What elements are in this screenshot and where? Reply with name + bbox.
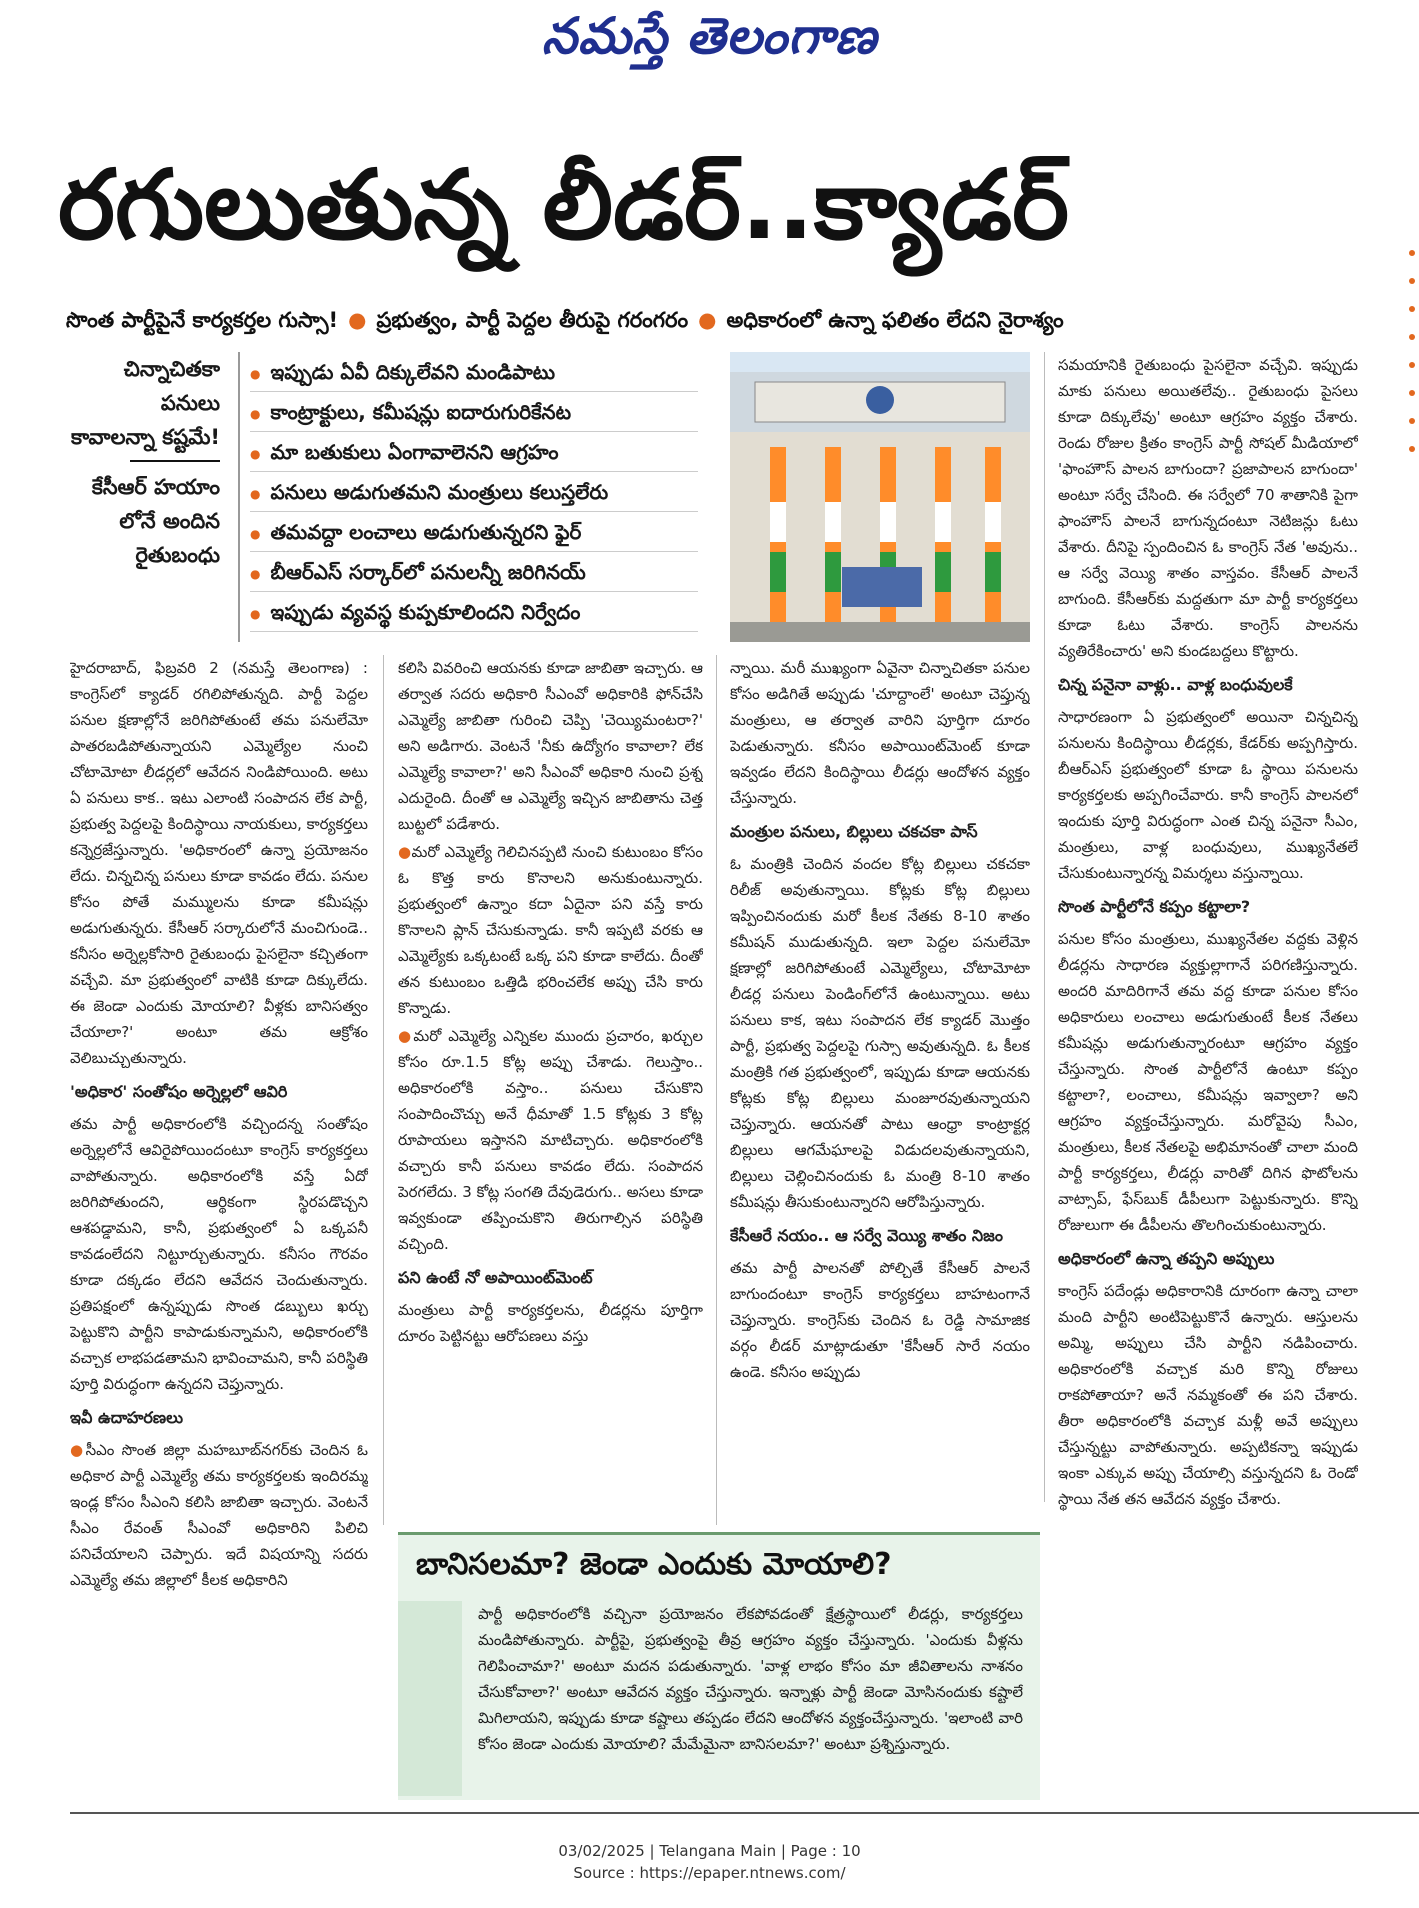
highlight-item: ● కాంట్రాక్టులు, కమీషన్లు ఐదారుగురికేనట (250, 392, 698, 432)
headline: రగులుతున్న లీడర్..క్యాడర్ (58, 149, 1070, 261)
footer-date-line: 03/02/2025 | Telangana Main | Page : 10 (558, 1842, 861, 1860)
bullet-dot-icon: ● (698, 308, 717, 332)
adjacent-page-edge (1404, 240, 1419, 1800)
highlight-item: ● మా బతుకులు ఏంగావాలెనని ఆగ్రహం (250, 432, 698, 472)
subheading: 'అధికార' సంతోషం అర్నెల్లలో ఆవిరి (70, 1082, 288, 1101)
subheading: చిన్న పనైనా వాళ్లు.. వాళ్ల బంధువులకే (1058, 675, 1293, 694)
bullet-dot-icon: ● (348, 308, 367, 332)
sub-deck (66, 300, 1416, 340)
masthead-title: నమస్తే తెలంగాణ (541, 6, 878, 65)
subheading: పని ఉంటే నో అపాయింట్‌మెంట్ (398, 1268, 593, 1287)
masthead (0, 6, 1419, 76)
sub-deck-item: సొంత పార్టీపైనే కార్యకర్తల గుస్సా! (66, 308, 339, 332)
paragraph: కలిసి వివరించి ఆయనకు కూడా జాబితా ఇచ్చారు. ఆ తర్వాత సదరు అధికారి సీఎంవో అధికారికి ఫోన్‌చేసి ఎమ్మెల్యే జాబితా గురించి చెప్పి 'చెయ్యిమంటరా?' అని అడిగారు. వెంటనే 'నీకు ఉద్యోగం కావాలా? లేక ఎమ్మెల్యే కావాలా?' అని సీఎంవో అధికారి నుంచి ప్రశ్న ఎదురైంది. దీంతో ఆ ఎమ్మెల్యే ఇచ్చిన జాబితాను చెత్త బుట్టలో పడేశారు. (398, 659, 703, 833)
column-rule (1044, 352, 1045, 1502)
subheading: ఇవీ ఉదాహరణలు (70, 1408, 183, 1427)
highlight-item: ● పనులు అడుగుతమని మంత్రులు కలుస్తలేరు (250, 472, 698, 512)
boxout-title: బానిసలమా? జెండా ఎందుకు మోయాలి? (416, 1547, 892, 1582)
page-footer (0, 1840, 1419, 1884)
kicker-block (70, 352, 220, 642)
article-column-2 (398, 655, 703, 1525)
column-rule (383, 655, 384, 1525)
article-column-4 (1058, 352, 1358, 1802)
paragraph: ● సీఎం సొంత జిల్లా మహబూబ్‌నగర్‌కు చెందిన ఓ అధికార పార్టీ ఎమ్మెల్యే తమ కార్యకర్తలకు ఇందిరమ్మ ఇండ్ల కోసం సీఎంని కలిసి జాబితా ఇచ్చారు. వెంటనే సీఎం రేవంత్ సీఎంవో అధికారిని పిలిచి పనిచేయాలని చెప్పారు. ఇదే విషయాన్ని సదరు ఎమ్మెల్యే తమ జిల్లాలో కీలక అధికారిని (70, 1437, 368, 1593)
paragraph: సమయానికి రైతుబంధు పైసలైనా వచ్చేవి. ఇప్పుడు మాకు పనులు అయితలేవు.. రైతుబంధు పైసలు కూడా దిక్కులేవు' అంటూ ఆగ్రహం వ్యక్తం చేశారు. రెండు రోజుల క్రితం కాంగ్రెస్ పార్టీ సోషల్ మీడియాలో 'ఫాంహౌస్ పాలన బాగుందా? ప్రజాపాలన బాగుందా' అంటూ సర్వే చేసింది. ఈ సర్వేలో 70 శాతానికి పైగా ఫాంహౌస్ పాలనే బాగున్నదంటూ నెటిజన్లు ఓటు వేశారు. దీనిపై స్పందించిన ఓ కాంగ్రెస్ నేత 'అవును.. ఆ సర్వే వెయ్యి శాతం వాస్తవం. కేసీఆర్ పాలనే బాగుంది. కేసీఆర్‌కు మద్దతుగా మా పార్టీ కార్యకర్తలు కూడా ఓటు వేశారు. కాంగ్రెస్ పాలనను వ్యతిరేకించారు' అని కుండబద్దలు కొట్టారు. (1058, 356, 1358, 660)
subheading: అధికారంలో ఉన్నా తప్పని అప్పులు (1058, 1249, 1275, 1268)
paragraph: పనుల కోసం మంత్రులు, ముఖ్యనేతల వద్దకు వెళ్లిన లీడర్లను సాధారణ వ్యక్తుల్లాగానే పరిగణిస్తున్నారు. అందరి మాదిరిగానే తమ వద్ద కూడా పనుల కోసం అధికారులు లంచాలు అడుగుతుంటే కీలక నేతలు కమీషన్లు అడుగుతున్నారంటూ ఆగ్రహం వ్యక్తం చేస్తున్నారు. సొంత పార్టీలోనే ఉంటూ కప్పం కట్టాలా?, లంచాలు, కమీషన్లు ఇవ్వాలా? అని ఆగ్రహం వ్యక్తంచేస్తున్నారు. మరోవైపు సీఎం, మంత్రులు, కీలక నేతలపై అభిమానంతో చాలా మంది పార్టీ కార్యకర్తలు, లీడర్లు వారితో దిగిన ఫొటోలను వాట్సాప్, ఫేస్‌బుక్ డీపీలుగా పెట్టుకున్నారు. కొన్ని రోజులుగా ఈ డీపీలను తొలగించుకుంటున్నారు. (1058, 930, 1358, 1234)
kicker-text-2: కేసీఆర్ హయాం లోనే అందిన రైతుబంధు (91, 475, 220, 567)
article-column-3 (730, 655, 1030, 1525)
page-bottom-rule (70, 1812, 1419, 1814)
paragraph: సాధారణంగా ఏ ప్రభుత్వంలో అయినా చిన్నచిన్న పనులను కిందిస్థాయి లీడర్లకు, కేడర్‌కు అప్పగిస్తారు. బీఆర్ఎస్ ప్రభుత్వంలో కూడా ఓ స్థాయి పనులను కార్యకర్తలకు అప్పగించేవారు. కానీ కాంగ్రెస్ పాలనలో ఇందుకు పూర్తి విరుద్ధంగా ఎంత చిన్న పనైనా సీఎం, మంత్రులు, వాళ్ల బంధువులు, ముఖ్యనేతలే చేసుకుంటున్నారన్న విమర్శలు వస్తున్నాయి. (1058, 708, 1358, 882)
subheading: కేసీఆరే నయం.. ఆ సర్వే వెయ్యి శాతం నిజం (730, 1226, 1003, 1245)
paragraph: తమ పార్టీ పాలనతో పోల్చితే కేసీఆర్ పాలనే బాగుందంటూ కాంగ్రెస్ కార్యకర్తలు బాహటంగానే చెప్తున్నారు. కాంగ్రెస్‌కు చెందిన ఓ రెడ్డి సామాజిక వర్గం లీడర్ మాట్లాడుతూ 'కేసీఆర్ సారే నయం ఉండె. కనీసం అప్పుడు (730, 1259, 1030, 1381)
subheading: మంత్రుల పనులు, బిల్లులు చకచకా పాస్ (730, 822, 978, 841)
article-column-1 (70, 655, 368, 1805)
highlight-item: ● తమవద్దా లంచాలు అడుగుతున్నరని ఫైర్ (250, 512, 698, 552)
highlight-item: ● ఇప్పుడు వ్యవస్థ కుప్పకూలిందని నిర్వేదం (250, 592, 698, 632)
boxout-side-strip (398, 1601, 462, 1796)
boxout-body: పార్టీ అధికారంలోకి వచ్చినా ప్రయోజనం లేకపోవడంతో క్షేత్రస్థాయిలో లీడర్లు, కార్యకర్తలు మండిపోతున్నారు. పార్టీపై, ప్రభుత్వంపై తీవ్ర ఆగ్రహం వ్యక్తం చేస్తున్నారు. 'ఎందుకు వీళ్లను గెలిపించామా?' అంటూ మదన పడుతున్నారు. 'వాళ్ల లాభం కోసం మా జీవితాలను నాశనం చేసుకోవాలా?' అంటూ ఆవేదన వ్యక్తం చేస్తున్నారు. ఇన్నాళ్లు పార్టీ జెండా మోసినందుకు కష్టాలే మిగిలాయని, ఇప్పుడు కూడా కష్టాలు తప్పడం లేదని ఆందోళన వ్యక్తంచేస్తున్నారు. 'ఇలాంటి వారి కోసం జెండా ఎందుకు మోయాలి? మేమేమైనా బానిసలమా?' అంటూ ప్రశ్నిస్తున్నారు. (478, 1605, 1023, 1753)
boxout (398, 1532, 1040, 1800)
paragraph: ఓ మంత్రికి చెందిన వందల కోట్ల బిల్లులు చకచకా రిలీజ్ అవుతున్నాయి. కోట్లకు కోట్ల బిల్లులు ఇప్పించినందుకు మరో కీలక నేతకు 8-10 శాతం కమీషన్ ముడుతున్నది. ఇలా పెద్దల పనులేమో క్షణాల్లో జరిగిపోతుంటే ఎమ్మెల్యేలు, చోటామోటా లీడర్ల పనులు పెండింగ్‌లోనే ఉంటున్నాయి. అటు పనులు కాక, ఇటు సంపాదన లేక క్యాడర్ మొత్తం పార్టీ, ప్రభుత్వ పెద్దలపై గుస్సా అవుతున్నది. ఓ కీలక మంత్రికి గత ప్రభుత్వంలో, ఇప్పుడు కూడా ఆయనకు కోట్లకు కోట్ల బిల్లులు మంజూరవుతున్నాయని చెప్తున్నారు. ఆయనతో పాటు ఆంధ్రా కాంట్రాక్టర్ల బిల్లులు ఆగమేఘాలపై విడుదలవుతున్నాయని, బిల్లులు చెల్లించినందుకు ఓ మంత్రి 8-10 శాతం కమీషన్లు తీసుకుంటున్నారని ఆరోపిస్తున్నారు. (730, 855, 1030, 1211)
paragraph: మంత్రులు పార్టీ కార్యకర్తలను, లీడర్లను పూర్తిగా దూరం పెట్టినట్టు ఆరోపణలు వస్తు (398, 1301, 703, 1345)
paragraph: ● మరో ఎమ్మెల్యే గెలిచినప్పటి నుంచి కుటుంబం కోసం ఓ కొత్త కారు కొనాలని అనుకుంటున్నారు. ప్రభుత్వంలో ఉన్నాం కదా ఏదైనా పని వస్తే కారు కొనాలని ప్లాన్ చేసుకున్నాడు. కానీ ఇప్పటి వరకు ఆ ఎమ్మెల్యేకు ఒక్కటంటే ఒక్క పని కూడా కాలేదు. దీంతో తన కుటుంబం ఒత్తిడి భరించలేక అప్పు చేసి కారు కొన్నాడు. (398, 839, 703, 1021)
paragraph: న్నాయి. మరీ ముఖ్యంగా ఏవైనా చిన్నాచితకా పనుల కోసం అడిగితే అప్పుడు 'చూద్దాంలే' అంటూ చెప్తున్న మంత్రులు, ఆ తర్వాత వారిని పూర్తిగా దూరం పెడుతున్నారు. కనీసం అపాయింట్‌మెంట్ కూడా ఇవ్వడం లేదని కిందిస్థాయి లీడర్లు ఆందోళన వ్యక్తం చేస్తున్నారు. (730, 659, 1030, 807)
column-rule (716, 655, 717, 1525)
paragraph: హైదరాబాద్, ఫిబ్రవరి 2 (నమస్తే తెలంగాణ) : కాంగ్రెస్‌లో క్యాడర్ రగిలిపోతున్నది. పార్టీ పెద్దల పనుల క్షణాల్లోనే జరిగిపోతుంటే తమ పనులేమో పాతరబడిపోతున్నాయని ఎమ్మెల్యేల నుంచి చోటామోటా లీడర్లలో ఆవేదన నిండిపోయింది. అటు ఏ పనులు కాక.. ఇటు ఎలాంటి సంపాదన లేక పార్టీ, ప్రభుత్వ పెద్దలపై కిందిస్థాయి నాయకులు, కార్యకర్తలు కన్నెర్రజేస్తున్నారు. 'అధికారంలో ఉన్నా ప్రయోజనం లేదు. చిన్నచిన్న పనులు కూడా కావడం లేదు. పనుల కోసం పోతే మమ్ములను కూడా కమీషన్లు అడుగుతున్నరు. కేసీఆర్ సర్కారులోనే మంచిగుండె.. కనీసం అర్నెల్లకోసారి రైతుబంధు పైసలైనా కచ్చితంగా వచ్చేవి. మా ప్రభుత్వంలో వాటికి కూడా దిక్కులేదు. ఈ జెండా ఎందుకు మోయాలి? వీళ్లకు బానిసత్వం చేయాలా?' అంటూ తమ ఆక్రోశం వెలిబుచ్చుతున్నారు. (70, 659, 368, 1067)
footer-source-line: Source : https://epaper.ntnews.com/ (573, 1864, 846, 1882)
highlight-list (238, 352, 698, 642)
subheading: సొంత పార్టీలోనే కప్పం కట్టాలా? (1058, 897, 1251, 916)
gandhi-bhavan-photo (730, 352, 1030, 642)
paragraph: ● మరో ఎమ్మెల్యే ఎన్నికల ముందు ప్రచారం, ఖర్చుల కోసం రూ.1.5 కోట్ల అప్పు చేశాడు. గెలుస్తాం.. అధికారంలోకి వస్తాం.. పనులు చేసుకొని సంపాదించొచ్చు అనే ధీమాతో 1.5 కోట్లకు 3 కోట్ల రూపాయలు ఇస్తానని మాటిచ్చారు. అధికారంలోకి వచ్చారు కానీ పనులు కావడం లేదు. సంపాదన పెరగలేదు. 3 కోట్ల సంగతి దేవుడెరుగు.. అసలు కూడా ఇవ్వకుండా తప్పించుకొని తిరుగాల్సిన పరిస్థితి వచ్చింది. (398, 1023, 703, 1257)
highlight-item: ● ఇప్పుడు ఏవీ దిక్కులేవని మండిపాటు (250, 352, 698, 392)
sub-deck-item: అధికారంలో ఉన్నా ఫలితం లేదని నైరాశ్యం (726, 308, 1064, 332)
kicker-text-1: చిన్నాచితకా పనులు కావాలన్నా కష్టమే! (71, 357, 220, 449)
sub-deck-item: ప్రభుత్వం, పార్టీ పెద్దల తీరుపై గరంగరం (376, 308, 689, 332)
divider (130, 460, 220, 462)
paragraph: తమ పార్టీ అధికారంలోకి వచ్చిందన్న సంతోషం అర్నెల్లలోనే ఆవిరైపోయిందంటూ కాంగ్రెస్ కార్యకర్తలు వాపోతున్నారు. అధికారంలోకి వస్తే ఏదో జరిగిపోతుందని, ఆర్థికంగా స్థిరపడొచ్చని ఆశపడ్డామని, కానీ, ప్రభుత్వంలో ఏ ఒక్కపనీ కావడంలేదని నిట్టూర్చుతున్నారు. కనీసం గౌరవం కూడా దక్కడం లేదని ఆవేదన చెందుతున్నారు. ప్రతిపక్షంలో ఉన్నప్పుడు సొంత డబ్బులు ఖర్చు పెట్టుకొని పార్టీని కాపాడుకున్నామని, అధికారంలోకి వచ్చాక లాభపడతామని భావించామని, కానీ పరిస్థితి పూర్తి విరుద్ధంగా ఉన్నదని చెప్తున్నారు. (70, 1115, 368, 1393)
paragraph: కాంగ్రెస్ పదేండ్లు అధికారానికి దూరంగా ఉన్నా చాలా మంది పార్టీని అంటిపెట్టుకొనే ఉన్నారు. ఆస్తులను అమ్మి, అప్పులు చేసి పార్టీని నడిపించారు. అధికారంలోకి వచ్చాక మరి కొన్ని రోజులు రాకపోతాయా? అనే నమ్మకంతో ఈ పని చేశారు. తీరా అధికారంలోకి వచ్చాక మళ్లీ అవే అప్పులు చేస్తున్నట్టు వాపోతున్నారు. అప్పటికన్నా ఇప్పుడు ఇంకా ఎక్కువ అప్పు చేయాల్సి వస్తున్నదని ఓ రెండో స్థాయి నేత తన ఆవేదన వ్యక్తం చేశారు. (1058, 1282, 1358, 1508)
highlight-item: ● బీఆర్ఎస్ సర్కార్‌లో పనులన్నీ జరిగినయ్ (250, 552, 698, 592)
